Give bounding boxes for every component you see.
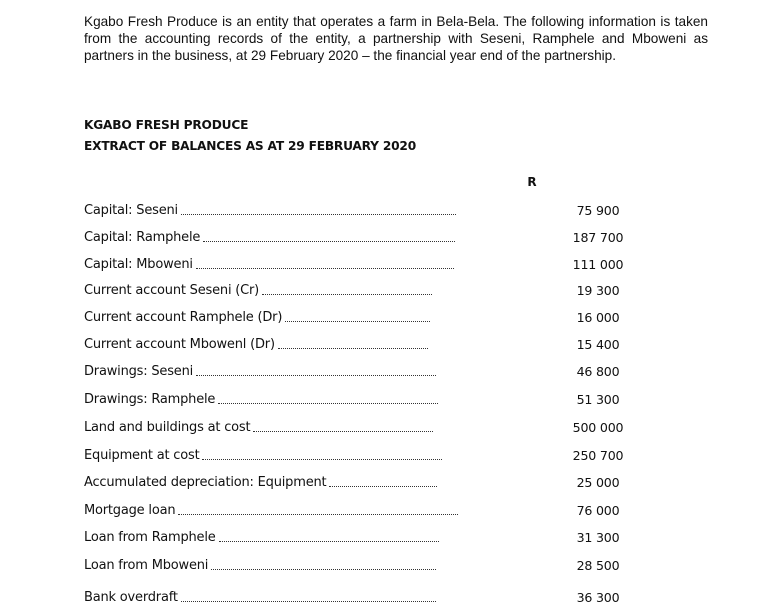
company-heading: KGABO FRESH PRODUCE	[84, 118, 249, 132]
balance-amount: 16 000	[576, 310, 620, 325]
leader-dots	[178, 513, 458, 515]
balance-row	[84, 558, 620, 578]
balance-label-wrap	[84, 364, 436, 379]
balance-label: Loan from Mboweni	[84, 558, 209, 573]
leader-dots	[196, 374, 436, 376]
balance-amount: 75 900	[576, 203, 620, 218]
balance-amount: 19 300	[576, 283, 620, 298]
balance-amount: 31 300	[576, 530, 620, 545]
balance-label-wrap	[84, 310, 430, 325]
balance-label-wrap	[84, 420, 433, 435]
balance-label-wrap	[84, 558, 436, 573]
balance-amount: 76 000	[576, 503, 620, 518]
leader-dots	[202, 458, 442, 460]
leader-dots	[329, 485, 437, 487]
balance-label-wrap	[84, 448, 442, 463]
balance-row	[84, 475, 620, 495]
balance-label-wrap	[84, 530, 439, 545]
balance-row	[84, 310, 620, 330]
leader-dots	[181, 213, 456, 215]
balance-amount: 36 300	[576, 590, 620, 605]
intro-paragraph: Kgabo Fresh Produce is an entity that operates a farm in Bela-Bela. The following information is taken from the accounting records of the entity, a partnership with Seseni, Ramphele and Mboweni as partners in the business, at 29 February 2020 – the financial year end of the partnership.	[84, 14, 708, 63]
balance-label-wrap	[84, 392, 438, 407]
leader-dots	[196, 267, 454, 269]
balance-amount: 46 800	[576, 364, 620, 379]
balance-label-wrap	[84, 283, 432, 298]
leader-dots	[253, 430, 433, 432]
currency-column-header: R	[527, 175, 537, 189]
leader-dots	[181, 600, 436, 602]
balance-row	[84, 230, 624, 250]
balance-row	[84, 590, 620, 610]
balance-label: Current account Mbowenl (Dr)	[84, 337, 275, 352]
balance-label-wrap	[84, 257, 454, 272]
leader-dots	[262, 293, 432, 295]
balance-label-wrap	[84, 230, 455, 245]
balance-amount: 187 700	[572, 230, 624, 245]
balance-label: Current account Ramphele (Dr)	[84, 310, 283, 325]
balance-label: Capital: Mboweni	[84, 257, 193, 272]
balance-row	[84, 364, 620, 384]
leader-dots	[203, 240, 455, 242]
balance-label-wrap	[84, 203, 456, 218]
balance-label: Current account Seseni (Cr)	[84, 283, 260, 298]
balance-row	[84, 503, 620, 523]
balance-label: Bank overdraft	[84, 590, 178, 605]
balance-amount: 111 000	[572, 257, 624, 272]
balance-amount: 28 500	[576, 558, 620, 573]
balance-row	[84, 392, 620, 412]
balance-row	[84, 337, 620, 357]
balance-label: Drawings: Ramphele	[84, 392, 216, 407]
balance-row	[84, 257, 624, 277]
balance-row	[84, 530, 620, 550]
leader-dots	[218, 402, 438, 404]
balance-amount: 500 000	[572, 420, 624, 435]
balance-row	[84, 420, 624, 440]
balance-label-wrap	[84, 337, 428, 352]
balance-label: Loan from Ramphele	[84, 530, 216, 545]
balance-label-wrap	[84, 475, 437, 490]
balance-label: Accumulated depreciation: Equipment	[84, 475, 327, 490]
balance-amount: 25 000	[576, 475, 620, 490]
balance-label: Mortgage loan	[84, 503, 176, 518]
balance-label: Drawings: Seseni	[84, 364, 194, 379]
balance-label-wrap	[84, 503, 458, 518]
balance-row	[84, 203, 620, 223]
leader-dots	[211, 568, 436, 570]
balance-label: Land and buildings at cost	[84, 420, 251, 435]
balance-label-wrap	[84, 590, 436, 605]
extract-heading: EXTRACT OF BALANCES AS AT 29 FEBRUARY 2020	[84, 139, 416, 153]
balance-row	[84, 283, 620, 303]
leader-dots	[285, 320, 430, 322]
balance-label: Equipment at cost	[84, 448, 200, 463]
balance-amount: 250 700	[572, 448, 624, 463]
balance-amount: 15 400	[576, 337, 620, 352]
balance-label: Capital: Seseni	[84, 203, 178, 218]
balance-label: Capital: Ramphele	[84, 230, 201, 245]
balance-row	[84, 448, 624, 468]
leader-dots	[219, 540, 439, 542]
leader-dots	[278, 347, 428, 349]
balance-amount: 51 300	[576, 392, 620, 407]
